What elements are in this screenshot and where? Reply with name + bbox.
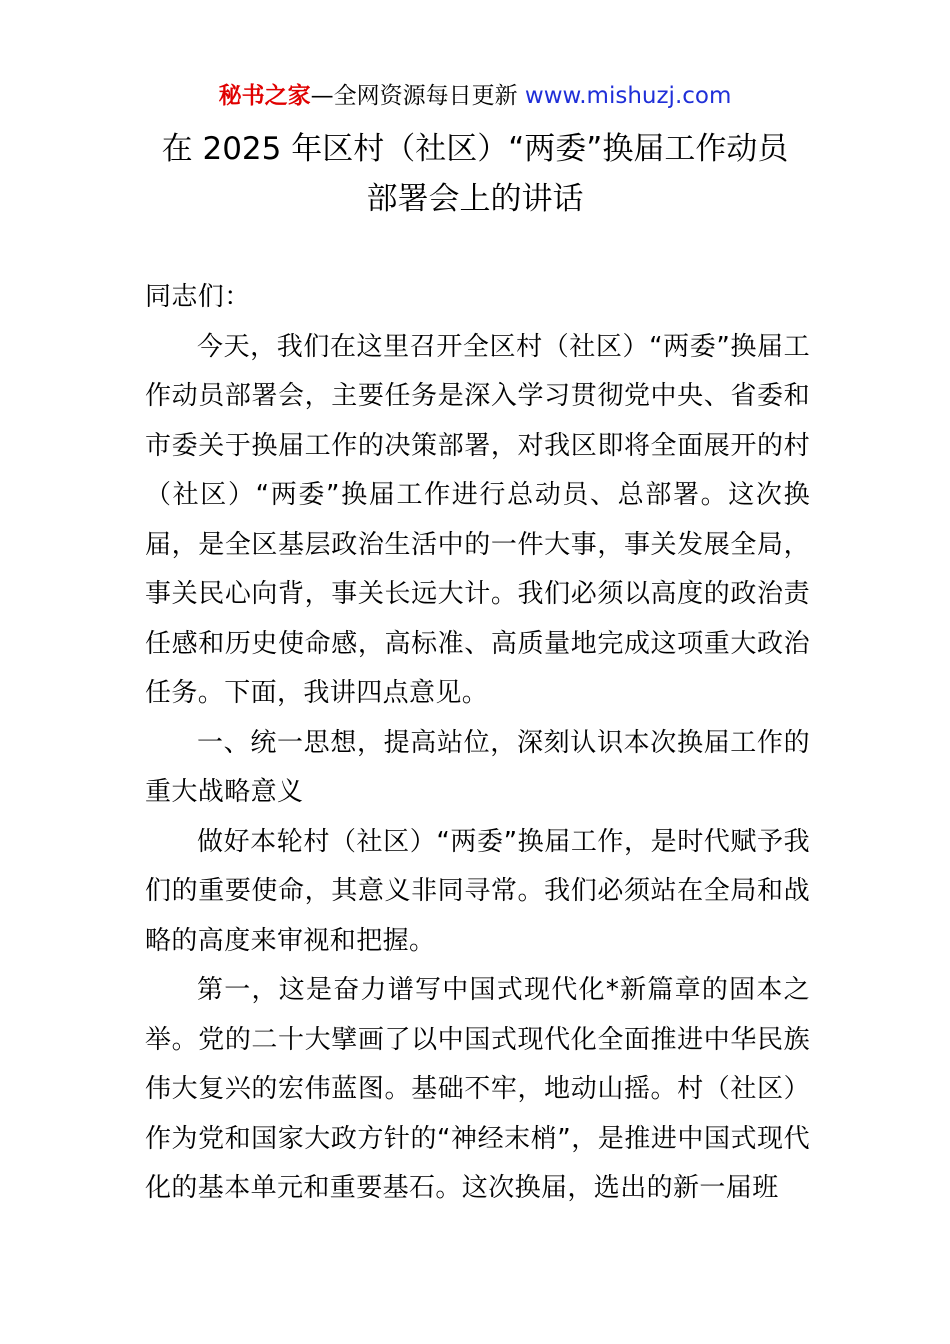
title-line-2: 部署会上的讲话 (366, 181, 584, 217)
body-paragraph: 今天，我们在这里召开全区村（社区）“两委”换届工作动员部署会，主要任务是深入学习贯彻党中央、省委和市委关于换届工作的决策部署，对我区即将全面展开的村（社区）“两委”换届工作进行总动员、总部署。这次换届，是全区基层政治生活中的一件大事，事关发展全局，事关民心向背，事关长远大计。我们必须以高度的政治责任感和历史使命感，高标准、高质量地完成这项重大政治任务。下面，我讲四点意见。 (145, 331, 810, 708)
document-title (0, 124, 950, 224)
header-tagline: —全网资源每日更新 (310, 83, 525, 109)
body-paragraph: 第一，这是奋力谱写中国式现代化*新篇章的固本之举。党的二十大擘画了以中国式现代化全面推进中华民族伟大复兴的宏伟蓝图。基础不牢，地动山摇。村（社区）作为党和国家大政方针的“神经末梢”，是推进中国式现代化的基本单元和重要基石。这次换届，选出的新一届班 (145, 975, 810, 1203)
title-line-1: 在 2025 年区村（社区）“两委”换届工作动员 (161, 131, 789, 167)
site-header (0, 80, 950, 112)
document-body (145, 273, 810, 1214)
site-url-link[interactable]: www.mishuzj.com (524, 83, 732, 109)
body-paragraph: 做好本轮村（社区）“两委”换届工作，是时代赋予我们的重要使命，其意义非同寻常。我们必须站在全局和战略的高度来审视和把握。 (145, 826, 810, 956)
brand-name: 秘书之家 (218, 83, 311, 109)
salutation: 同志们： (145, 282, 251, 312)
section-heading: 一、统一思想，提高站位，深刻认识本次换届工作的重大战略意义 (145, 727, 810, 807)
